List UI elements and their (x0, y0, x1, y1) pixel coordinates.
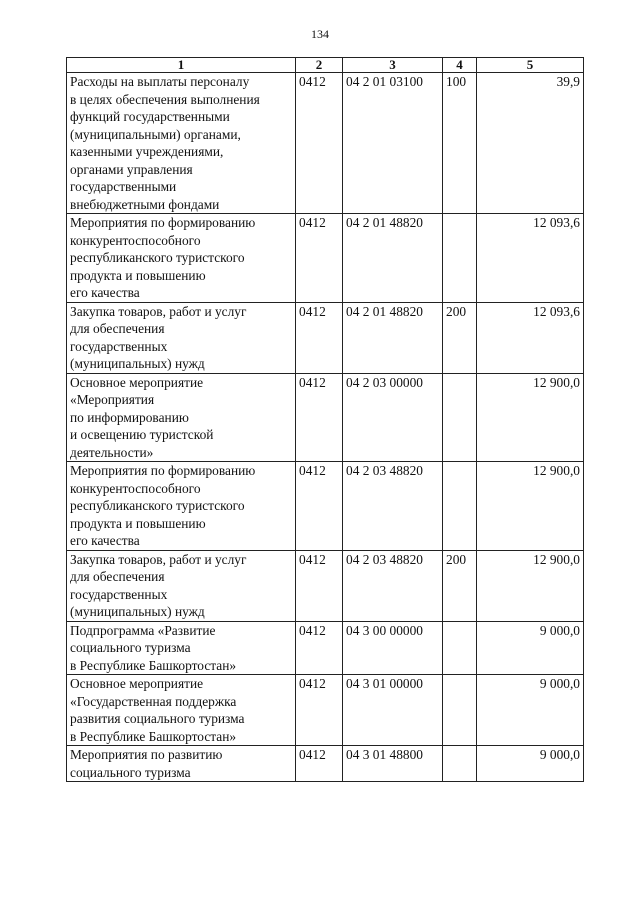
row-expense-type: 200 (443, 550, 477, 621)
row-name-line: (муниципальными) органами, (70, 126, 241, 142)
row-name-line: социального туризма (70, 640, 191, 655)
row-name-line: органами управления (70, 161, 193, 177)
row-name-line: деятельности» (70, 444, 154, 460)
row-name-line: и освещению туристской (70, 427, 214, 442)
row-name-line: в Республике Башкортостан» (70, 728, 237, 744)
row-name-line: Мероприятия по формированию (70, 463, 256, 478)
row-name-line: Расходы на выплаты персоналу (70, 74, 250, 89)
budget-table (66, 57, 584, 782)
row-name-line: в Республике Башкортостан» (70, 657, 237, 673)
row-name-cell (67, 675, 296, 746)
row-name-line: «Государственная поддержка (70, 693, 237, 709)
row-name-line: по информированию (70, 409, 189, 425)
row-amount: 39,9 (477, 73, 584, 214)
row-amount: 12 900,0 (477, 462, 584, 551)
row-target-code: 04 2 03 48820 (343, 550, 443, 621)
row-expense-type (443, 214, 477, 303)
row-expense-type: 100 (443, 73, 477, 214)
page-number: 134 (311, 27, 329, 41)
row-name-cell (67, 746, 296, 782)
row-name-line: (муниципальных) нужд (70, 604, 205, 619)
row-name-line: Основное мероприятие (70, 374, 204, 390)
row-name-line: продукта и повышению (70, 267, 206, 283)
row-name-cell (67, 373, 296, 462)
row-section-code: 0412 (296, 73, 343, 214)
row-name-line: (муниципальных) нужд (70, 356, 205, 371)
table-row (67, 214, 584, 303)
table-row (67, 73, 584, 214)
row-name-line: его качества (70, 285, 140, 300)
row-name-line: конкурентоспособного (70, 232, 201, 248)
table-row (67, 302, 584, 373)
row-name-line: социального туризма (70, 764, 191, 780)
header-col-5: 5 (477, 58, 584, 73)
row-amount: 12 093,6 (477, 214, 584, 303)
row-name-line: государственных (70, 338, 168, 354)
row-name-line: Основное мероприятие (70, 676, 204, 691)
row-expense-type (443, 746, 477, 782)
header-col-1: 1 (67, 58, 296, 73)
row-section-code: 0412 (296, 550, 343, 621)
row-target-code: 04 3 01 48800 (343, 746, 443, 782)
table-header (67, 58, 584, 73)
row-name-line: Закупка товаров, работ и услуг (70, 551, 247, 567)
header-col-4: 4 (443, 58, 477, 73)
row-amount: 12 093,6 (477, 302, 584, 373)
header-row (67, 58, 584, 73)
row-name-line: конкурентоспособного (70, 480, 201, 496)
row-name-line: продукта и повышению (70, 515, 206, 531)
row-name-cell (67, 73, 296, 214)
row-amount: 9 000,0 (477, 675, 584, 746)
row-name-line: казенными учреждениями, (70, 144, 224, 159)
row-amount: 9 000,0 (477, 746, 584, 782)
table-row (67, 462, 584, 551)
row-expense-type (443, 675, 477, 746)
row-target-code: 04 3 00 00000 (343, 621, 443, 675)
row-amount: 9 000,0 (477, 621, 584, 675)
table-row (67, 373, 584, 462)
row-name-cell (67, 462, 296, 551)
row-name-line: его качества (70, 533, 140, 548)
row-name-cell (67, 621, 296, 675)
row-expense-type: 200 (443, 302, 477, 373)
row-name-cell (67, 214, 296, 303)
row-name-line: внебюджетными фондами (70, 196, 220, 212)
row-section-code: 0412 (296, 214, 343, 303)
row-section-code: 0412 (296, 621, 343, 675)
row-section-code: 0412 (296, 373, 343, 462)
table-row (67, 746, 584, 782)
row-amount: 12 900,0 (477, 373, 584, 462)
row-name-line: для обеспечения (70, 569, 165, 584)
row-expense-type (443, 373, 477, 462)
row-expense-type (443, 462, 477, 551)
row-section-code: 0412 (296, 462, 343, 551)
row-amount: 12 900,0 (477, 550, 584, 621)
table-row (67, 621, 584, 675)
row-target-code: 04 2 03 00000 (343, 373, 443, 462)
row-name-cell (67, 302, 296, 373)
header-col-2: 2 (296, 58, 343, 73)
row-target-code: 04 2 01 03100 (343, 73, 443, 214)
row-target-code: 04 2 01 48820 (343, 214, 443, 303)
row-expense-type (443, 621, 477, 675)
row-name-line: Подпрограмма «Развитие (70, 622, 216, 638)
row-name-cell (67, 550, 296, 621)
row-name-line: Мероприятия по формированию (70, 215, 256, 230)
row-section-code: 0412 (296, 746, 343, 782)
row-name-line: развития социального туризма (70, 711, 245, 726)
row-name-line: «Мероприятия (70, 392, 155, 407)
row-section-code: 0412 (296, 675, 343, 746)
row-target-code: 04 2 01 48820 (343, 302, 443, 373)
row-name-line: для обеспечения (70, 321, 165, 336)
row-name-line: государственными (70, 179, 177, 194)
row-name-line: функций государственными (70, 109, 230, 124)
row-name-line: в целях обеспечения выполнения (70, 91, 260, 107)
header-col-3: 3 (343, 58, 443, 73)
table-body (67, 73, 584, 782)
row-section-code: 0412 (296, 302, 343, 373)
row-target-code: 04 3 01 00000 (343, 675, 443, 746)
table-row (67, 550, 584, 621)
table-row (67, 675, 584, 746)
row-name-line: государственных (70, 586, 168, 602)
row-name-line: республиканского туристского (70, 250, 245, 265)
row-name-line: Мероприятия по развитию (70, 747, 223, 762)
row-name-line: республиканского туристского (70, 498, 245, 513)
row-name-line: Закупка товаров, работ и услуг (70, 303, 247, 319)
row-target-code: 04 2 03 48820 (343, 462, 443, 551)
